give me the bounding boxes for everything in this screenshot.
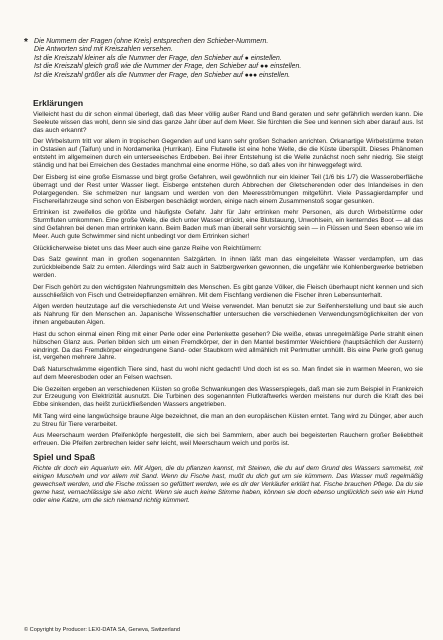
paragraph-spiel: Richte dir doch ein Aquarium ein. Mit Algen, die du pflanzen kannst, mit Steinen, die du auf dem Grund des Wassers sammelst, mit einigen Muscheln und vor allem mit Sand. Wenn du Fische hast, mußt du dich gut um sie kümmern. Das Wasser muß regelmäßig gewechselt werden, und die Fische müssen so gefüttert werden, wie es dir der Verkäufer erklärt hat. Fische brauchen Pflege. Da du sie gerne hast, vernachlässige sie also nicht. Wenn sie auch keine Stimme haben, können sie doch ebenso unglücklich sein wie ein Hund oder eine Katze, um die sich niemand richtig kümmert. [33,465,423,505]
paragraph: Die Gezeiten ergeben an verschiedenen Küsten so große Schwankungen des Wasserspiegels, daß man sie zum Beispiel in Frankreich zur Erzeugung von Elektrizität ausnutzt. Die Turbinen des sogenannten Flutkraftwerks werden meistens nur durch die Kraft des bei Ebbe sinkenden, das heißt zurückfließenden Wassers angetrieben. [33,385,423,409]
section-title-erklaerungen: Erklärungen [33,98,84,108]
instruction-line-5: Ist die Kreiszahl größer als die Nummer der Frage, den Schieber auf ●●● einstellen. [34,71,291,79]
instruction-line-4: Ist die Kreiszahl gleich groß wie die Nummer der Frage, den Schieber auf ●● einstellen. [34,63,302,71]
paragraph: Das Salz gewinnt man in großen sogenannten Salzgärten. In ihnen läßt man das eingeleitete Wasser verdampfen, um das zurückbleibende Salz zu ernten. Allerdings wird Salz auch in Salzbergwerken gewonnen, die ungefähr wie Kohlenbergwerke betrieben werden. [33,256,423,280]
main-content [33,98,423,509]
paragraph: Der Eisberg ist eine große Eismasse und birgt große Gefahren, weil gewöhnlich nur ein kleiner Teil (1/6 bis 1/7) die Wasseroberfläche überragt und der Rest unter Wasser liegt. Eisberge entstehen durch Abbrechen der Gletscherenden oder des Inlandeises in den Polargegenden. Sie schmelzen nur langsam und werden von den Meeresströmungen mitgeführt. Viele Passagierdampfer und Fischereifahrzeuge sind schon von Eisbergen beschädigt worden, einige nach einem Zusammenstoß sogar gesunken. [33,173,423,205]
paragraph: Algen werden heutzutage auf die verschiedenste Art und Weise verwendet. Man benutzt sie zur Seifenherstellung und baut sie auch als Nahrung für den Menschen an. Japanische Wissenschaftler untersuchen die verschiedenen Verwendungsmöglichkeiten der von ihnen angebauten Algen. [33,303,423,327]
paragraph: Vielleicht hast du dir schon einmal überlegt, daß das Meer völlig außer Rand und Band geraten und sehr gefährlich werden kann. Die Seeleute wissen das wohl, denn sie sind das ganze Jahr über auf dem Meer. Sie fürchten die See und kennen sich aber darauf aus. Ist das auch erkannt? [33,111,423,134]
paragraph: Glücklicherweise bietet uns das Meer auch eine ganze Reihe von Reichtümern: [33,244,262,252]
asterisk-marker: * [24,37,28,48]
instruction-line-2: Die Antworten sind mit Kreiszahlen versehen. [34,46,173,54]
instruction-line-1: Die Nummern der Fragen (ohne Kreis) entsprechen den Schieber-Nummern. [34,38,269,45]
paragraph: Der Fisch gehört zu den wichtigsten Nahrungsmitteln des Menschen. Es gibt ganze Völker, die Fleisch überhaupt nicht kennen und sich ausschließlich von Fisch und Getreidepflanzen ernähren. Mit dem Fischfang verdienen die Fischer ihren Lebensunterhalt. [33,283,423,299]
instruction-lines [34,38,301,80]
paragraph: Daß Naturschwämme eigentlich Tiere sind, hast du wohl nicht gedacht! Und doch ist es so. Man findet sie in warmen Meeren, wo sie auf dem Meeresboden oder an Felsen wachsen. [33,366,423,381]
instruction-line-3: Ist die Kreiszahl kleiner als die Nummer der Frage, den Schieber auf ● einstellen. [34,54,282,62]
paragraph: Aus Meerschaum werden Pfeifenköpfe hergestellt, die sich bei Sammlern, aber auch bei begeisterten Rauchern großer Beliebtheit erfreuen. Die Pfeifen zerbrechen leider sehr leicht, weil Meerschaum weich und porös ist. [33,432,423,448]
paragraph: Der Wirbelsturm tritt vor allem in tropischen Gegenden auf und kann sehr großen Schaden anrichten. Orkanartige Wirbelstürme treten in Ostasien auf (Taifun) und in Nordamerika (Hurrikan). Eine Flutwelle ist eine hohe Welle, die die Küste überspült. Dieses Phänomen entsteht im allgemeinen durch ein unterseeisches Erdbeben. Bei ihrer Entstehung ist die Welle zunächst noch sehr niedrig. Sie steigt ständig und hat bei Erreichen des Gestades manchmal eine enorme Höhe, so daß alles von ihr hinweggefegt wird. [33,138,423,170]
paragraph: Ertrinken ist zweifellos die größte und häufigste Gefahr. Jahr für Jahr ertrinken mehr Personen, als durch Wirbelstürme oder Sturmfluten umkommen. Eine große Welle, die dich unter Wasser drückt, eine Blutstauung, Unwohlsein, ein kenterndes Boot — all das sind Gefahren bei denen man ertrinken kann. Beim Baden muß man überall sehr vorsichtig sein — in Flüssen und Seen ebenso wie im Meer. Auch gute Schwimmer sind nicht unbedingt vor dem Ertrinken sicher! [33,209,423,241]
section-title-spiel: Spiel und Spaß [33,452,96,463]
paragraph: Hast du schon einmal einen Ring mit einer Perle oder eine Perlenkette gesehen? Die weiße, etwas unregelmäßige Perle strahlt einen hübschen Glanz aus. Perlen bilden sich um einen Fremdkörper, der in den Mantel bestimmter Weichtiere (hauptsächlich der Austern) eindringt. Da das Fremdkörper eingedrungene Sand- oder Staubkorn wird allmählich mit Perlmutter umhüllt. Bis eine Perle groß genug ist, vergehen mehrere Jahre. [33,330,423,362]
instruction-note [24,38,424,80]
paragraph: Mit Tang wird eine langwüchsige braune Alge bezeichnet, die man an den europäischen Küsten erntet. Tang wird zu Dünger, aber auch zu Streu für Tiere verarbeitet. [33,412,423,428]
copyright-footer: © Copyright by Producer: LEXI-DATA SA, Geneva, Switzerland [24,627,180,633]
